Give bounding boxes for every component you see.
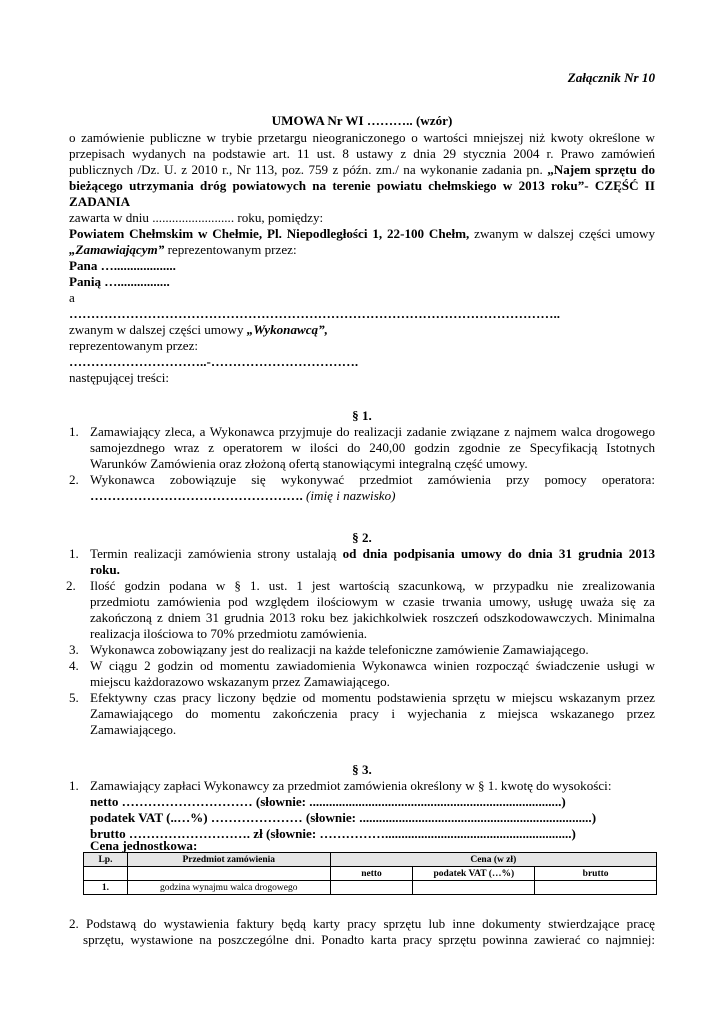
unit-price-table [83,852,657,895]
section-heading: § 3. [352,762,372,777]
intro-line: Panią …................ [69,274,170,289]
table-header-price: Cena (w zł) [330,853,656,867]
paragraph-line: Efektywny czas pracy liczony będzie od momentu podstawienia sprzętu w miejscu wskazanym przez [90,690,655,705]
paragraph-line: realizacja ilościowa to 70% przedmiotu zamówienia. [90,626,368,641]
paragraph-line: Zamawiającego. [90,722,177,737]
paragraph-line: Termin realizacji zamówienia strony ustalają od dnia podpisania umowy do dnia 31 grudnia 2013 [90,546,655,561]
table-cell [84,867,128,881]
paragraph-line: przedmiotu zamówienia pod względem ilościowym w czasie trwania umowy, usługę uważa się za [90,594,655,609]
intro-line: „Zamawiającym” reprezentowanym przez: [69,242,297,257]
paragraph-line: roku. [90,562,120,577]
intro-line: reprezentowanym przez: [69,338,199,353]
intro-line: zwanym w dalszej części umowy „Wykonawcą”, [69,322,328,337]
table-header-vat: podatek VAT (…%) [413,867,535,881]
paragraph-line: zakończoną z dniem 31 grudnia 2013 roku bez jakichkolwiek roszczeń odszkodowawczych. Minimalna [90,610,655,625]
table-header-brutto: brutto [535,867,657,881]
intro-line: następującej treści: [69,370,169,385]
paragraph-line: Zamawiający zapłaci Wykonawcy za przedmiot zamówienia określony w § 1. kwotę do wysokości: [90,778,612,793]
item-number: 1. [69,424,79,439]
item-number: 2. [69,472,79,487]
item-number: 3. [69,642,79,657]
amount-brutto: brutto ………………………. zł (słownie: …………….........................................................) [90,826,576,841]
table-cell-subject: godzina wynajmu walca drogowego [127,881,330,895]
paragraph-line: Warunków Zamówienia oraz złożoną ofertą stanowiącymi integralną część umowy. [90,456,528,471]
amount-netto: netto ………………………… (słownie: .............................................................................) [90,794,566,809]
table-cell-brutto [535,881,657,895]
intro-line: bieżącego utrzymania dróg powiatowych na terenie powiatu chełmskiego w 2013 roku”- CZĘŚĆ II [69,178,655,193]
item-number: 2. [66,578,76,593]
table-row [84,881,657,895]
section-heading: § 2. [352,530,372,545]
intro-line: …………………………..-……………………………. [69,354,359,369]
paragraph-line: sprzętu, wystawione na poszczególne dni. Ponadto karta pracy sprzętu powinna zawierać co najmniej: [83,932,655,947]
item-number: 1. [69,778,79,793]
amount-vat: podatek VAT (..…%) ………………… (słownie: .......................................................................) [90,810,597,825]
table-header-subject: Przedmiot zamówienia [127,853,330,867]
paragraph-line: Ilość godzin podana w § 1. ust. 1 jest wartością szacunkową, w przypadku nie zrealizowania [90,578,655,593]
table-header-lp: Lp. [84,853,128,867]
paragraph-line: miejscu każdorazowo wskazanym przez Zamawiającego. [90,674,390,689]
unit-price-label: Cena jednostkowa: [90,838,198,853]
intro-line: przepisach wydanych na podstawie art. 11 ust. 8 ustawy z dnia 29 stycznia 2004 r. Prawo zamówień [69,146,655,161]
table-cell [127,867,330,881]
intro-line: ZADANIA [69,194,131,209]
table-cell-netto [330,881,413,895]
paragraph-line: Wykonawca zobowiązuje się wykonywać przedmiot zamówienia przy pomocy operatora: [90,472,655,487]
paragraph-line: Zamawiającego do momentu zakończenia pracy i wyjechania z miejsca wskazanego przez [90,706,655,721]
intro-line: zawarta w dniu ......................... roku, pomiędzy: [69,210,324,225]
intro-line: publicznych /Dz. U. z 2010 r., Nr 113, poz. 759 z późn. zm./ na wykonanie zadania pn. „Najem sprzętu do [69,162,655,177]
paragraph-line: W ciągu 2 godzin od momentu zawiadomienia Wykonawca winien rozpocząć świadczenie usługi w [90,658,655,673]
attachment-label: Załącznik Nr 10 [567,70,655,85]
intro-line: ………………………………………………………………………………………………….. [69,306,561,321]
paragraph-line: samojezdnego wraz z operatorem w ilości do 240,00 godzin zgodnie ze Specyfikacją Istotnych [90,440,655,455]
paragraph-line: Zamawiający zleca, a Wykonawca przyjmuje do realizacji zadanie związane z najmem walca drogowego [90,424,655,439]
item-number: 4. [69,658,79,673]
item-number: 1. [69,546,79,561]
intro-line: o zamówienie publiczne w trybie przetargu nieograniczonego o wartości mniejszej niż kwoty określone w [69,130,655,145]
section-heading: § 1. [352,408,372,423]
table-cell-vat [413,881,535,895]
paragraph-line: …………………………………………. (imię i nazwisko) [90,488,396,503]
intro-line: a [69,290,75,305]
intro-line: Powiatem Chełmskim w Chełmie, Pl. Niepodległości 1, 22-100 Chełm, zwanym w dalszej części umowy [69,226,655,241]
contract-title: UMOWA Nr WI ……….. (wzór) [271,113,453,128]
table-header-netto: netto [330,867,413,881]
table-cell-lp: 1. [84,881,128,895]
paragraph-line: Wykonawca zobowiązany jest do realizacji na każde telefoniczne zamówienie Zamawiającego. [90,642,589,657]
intro-line: Pana …................... [69,258,176,273]
paragraph-line: 2. Podstawą do wystawienia faktury będą karty pracy sprzętu lub inne dokumenty stwierdzające pracę [69,916,655,931]
item-number: 5. [69,690,79,705]
